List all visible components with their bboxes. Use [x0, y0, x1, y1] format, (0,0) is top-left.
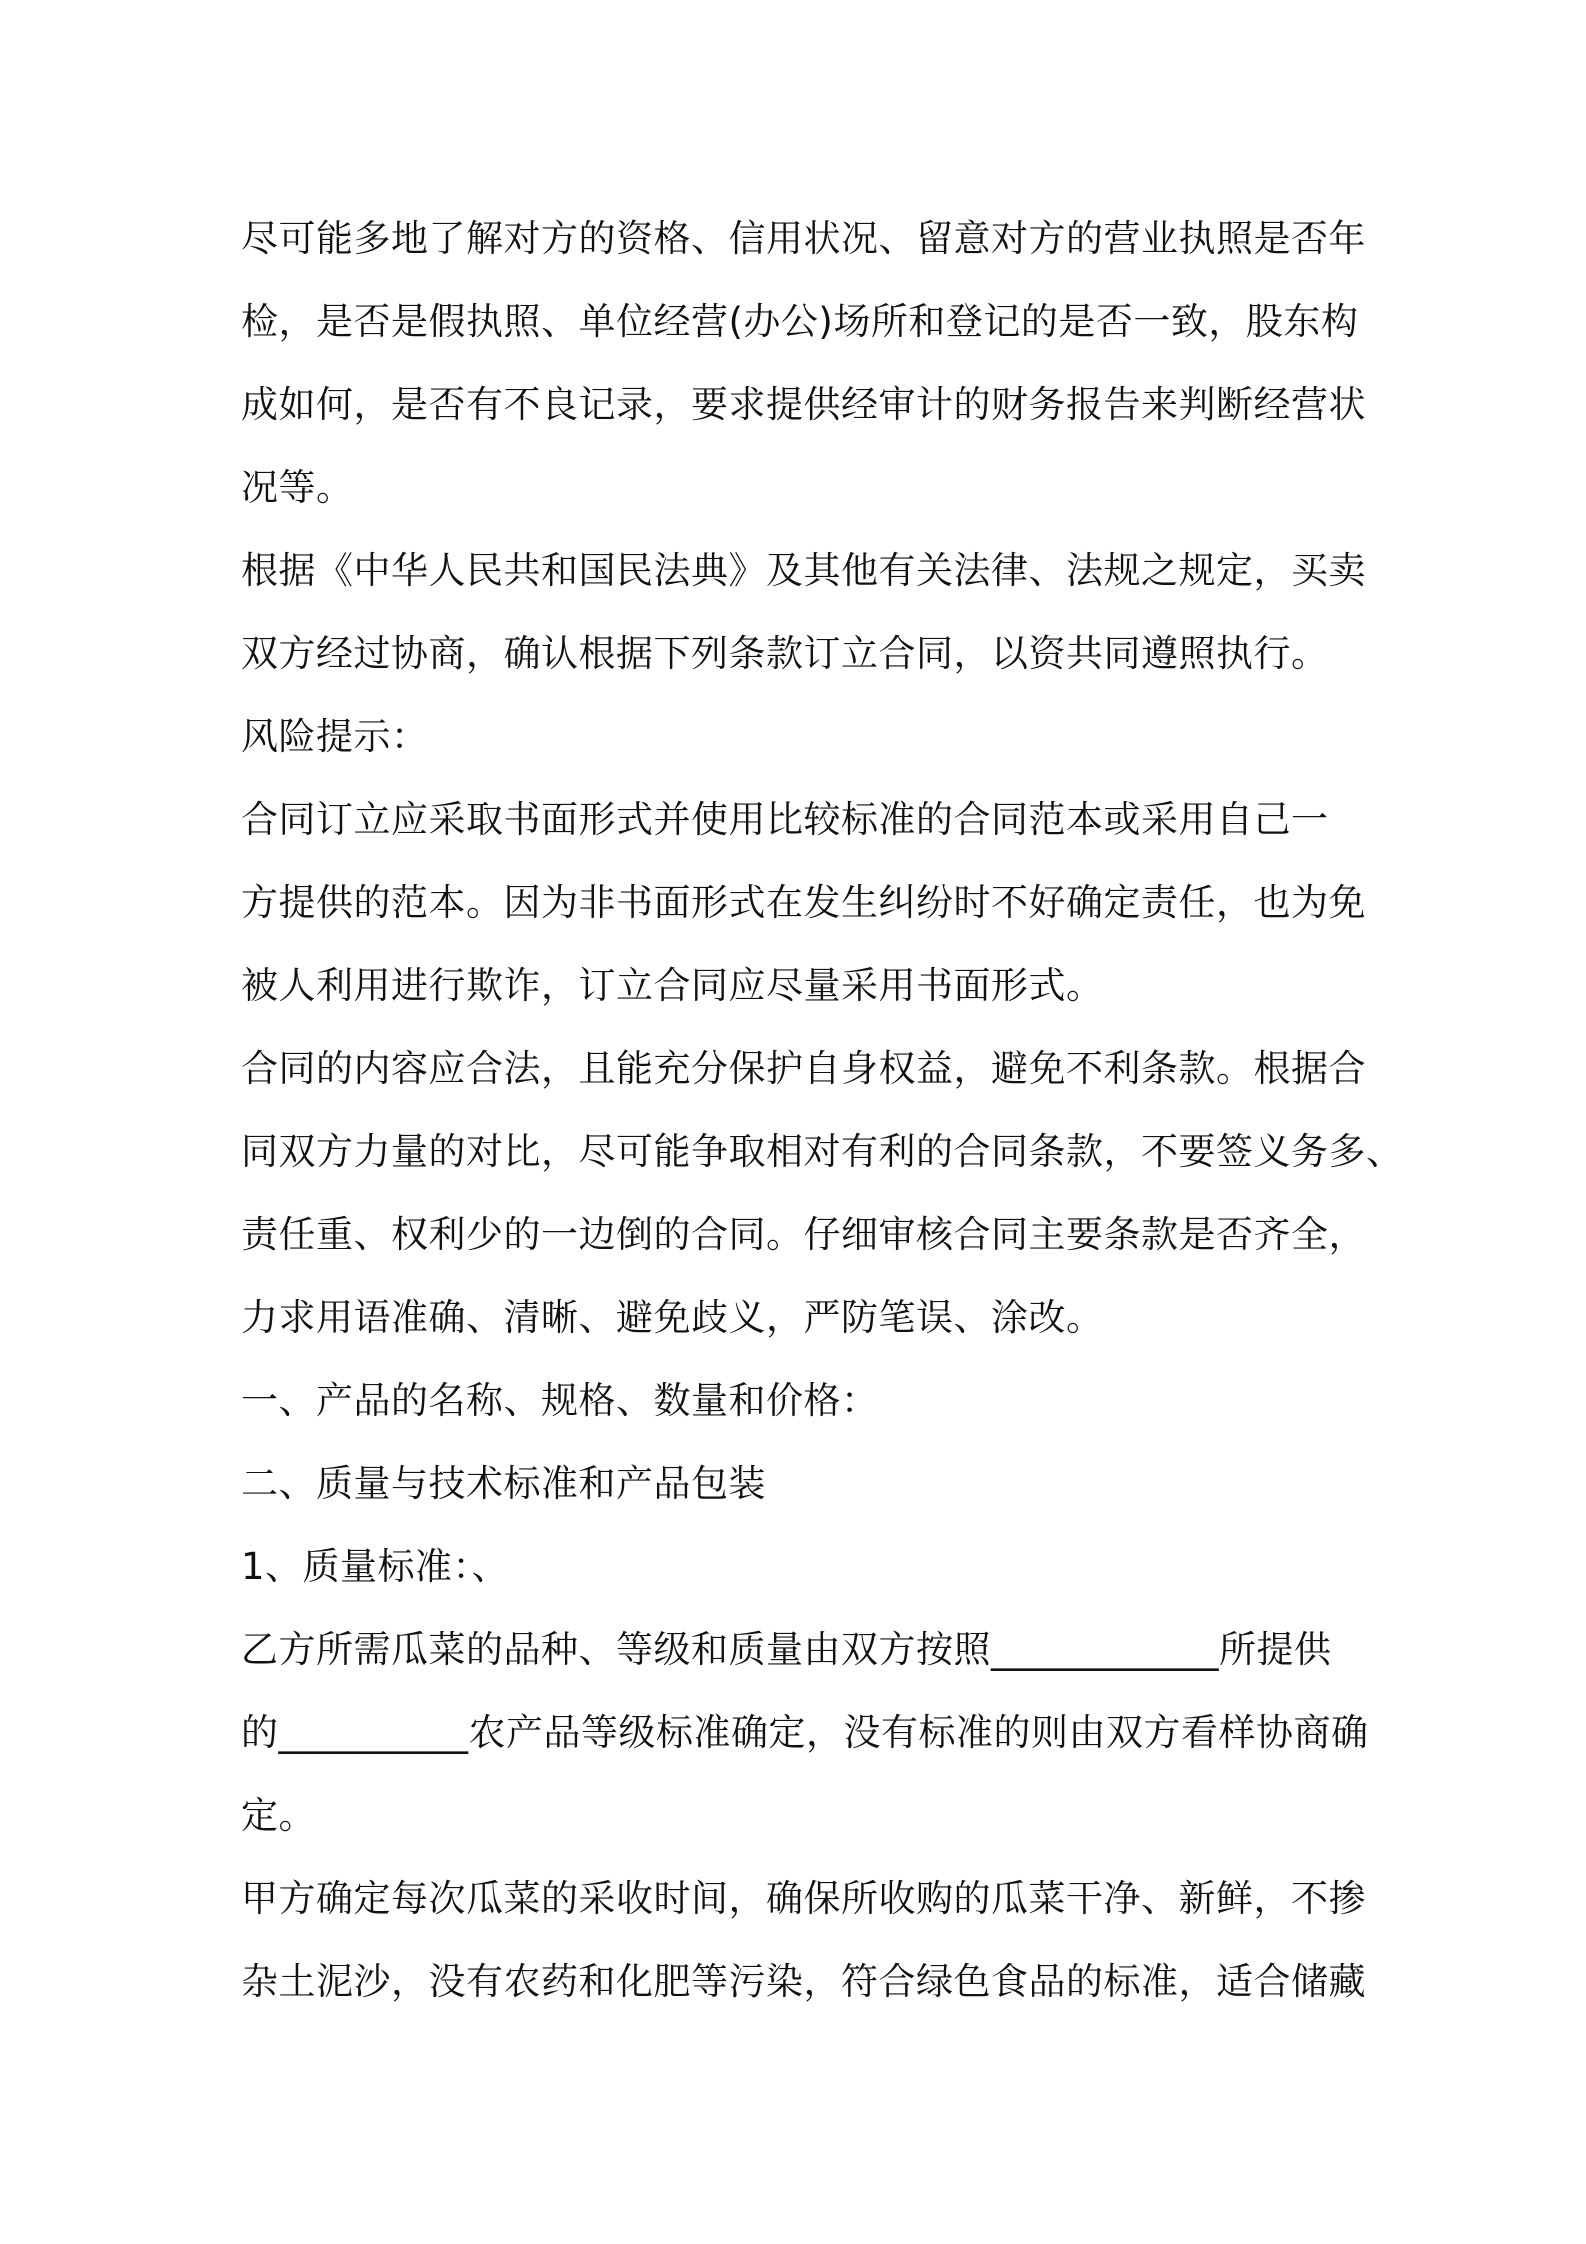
text-line: 尽可能多地了解对方的资格、信用状况、留意对方的营业执照是否年	[241, 217, 1366, 260]
text-line: 杂土泥沙，没有农药和化肥等污染，符合绿色食品的标准，适合储藏	[241, 1960, 1366, 2003]
text-line: 况等。	[241, 466, 354, 509]
section-heading-product	[241, 1359, 1356, 1442]
paragraph-written-form	[241, 778, 1366, 1027]
text-line: 根据《中华人民共和国民法典》及其他有关法律、法规之规定，买卖	[241, 549, 1366, 592]
section-heading-quality	[241, 1442, 1356, 1525]
text-line: 双方经过协商，确认根据下列条款订立合同，以资共同遵照执行。	[241, 632, 1329, 675]
text-line: 方提供的范本。因为非书面形式在发生纠纷时不好确定责任，也为免	[241, 881, 1366, 924]
text-line: 的__________农产品等级标准确定，没有标准的则由双方看样协商确	[241, 1711, 1369, 1754]
text-line: 风险提示：	[241, 715, 429, 758]
text-line: 二、质量与技术标准和产品包装	[241, 1462, 766, 1505]
text-line: 力求用语准确、清晰、避免歧义，严防笔误、涂改。	[241, 1296, 1104, 1339]
text-line: 合同的内容应合法，且能充分保护自身权益，避免不利条款。根据合	[241, 1047, 1366, 1090]
text-line: 成如何，是否有不良记录，要求提供经审计的财务报告来判断经营状	[241, 383, 1366, 426]
text-line: 定。	[241, 1794, 316, 1837]
text-line: 责任重、权利少的一边倒的合同。仔细审核合同主要条款是否齐全，	[241, 1213, 1366, 1256]
text-line: 同双方力量的对比，尽可能争取相对有利的合同条款，不要签义务多、	[241, 1130, 1404, 1173]
text-line: 1、质量标准：、	[241, 1545, 510, 1588]
text-line: 甲方确定每次瓜菜的采收时间，确保所收购的瓜菜干净、新鲜，不掺	[241, 1877, 1366, 1920]
paragraph-quality-grade	[241, 1608, 1369, 1857]
text-line: 被人利用进行欺诈，订立合同应尽量采用书面形式。	[241, 964, 1104, 1007]
document-body	[241, 197, 1404, 2023]
paragraph-risk-heading	[241, 695, 1356, 778]
text-line: 检，是否是假执照、单位经营(办公)场所和登记的是否一致，股东构	[241, 300, 1359, 343]
text-line: 合同订立应采取书面形式并使用比较标准的合同范本或采用自己一	[241, 798, 1329, 841]
text-line: 乙方所需瓜菜的品种、等级和质量由双方按照____________所提供	[241, 1628, 1332, 1671]
paragraph-qualification-check	[241, 197, 1366, 529]
text-line: 一、产品的名称、规格、数量和价格：	[241, 1379, 879, 1422]
paragraph-legal-basis	[241, 529, 1366, 695]
paragraph-harvest-time	[241, 1857, 1366, 2023]
paragraph-content-legal	[241, 1027, 1404, 1359]
subsection-heading-quality-standard	[241, 1525, 1356, 1608]
